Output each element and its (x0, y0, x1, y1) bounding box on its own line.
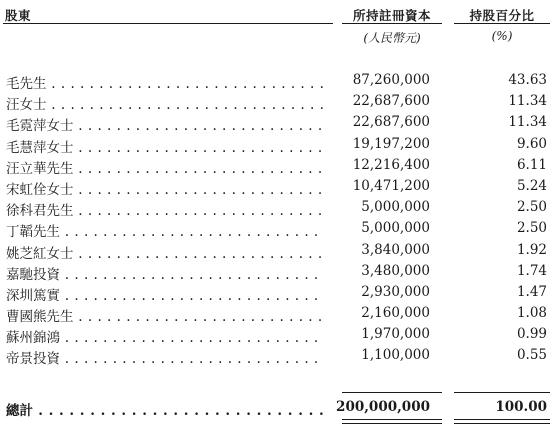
percentage-value: 1.47 (516, 283, 547, 300)
registered-capital-value: 3,840,000 (361, 241, 430, 258)
registered-capital-value: 12,216,400 (352, 156, 430, 173)
table-row (0, 325, 554, 346)
table-row (0, 177, 554, 198)
subtotal-rule (454, 392, 550, 393)
percentage-value: 0.55 (516, 347, 547, 364)
shareholder-rows (0, 71, 554, 368)
shareholder-name: 帝景投資 . . . (6, 347, 324, 367)
percentage-value: 0.99 (516, 326, 547, 343)
percentage-unit-label: (%) (491, 29, 513, 43)
registered-capital-value: 19,197,200 (352, 135, 430, 152)
column-header-shareholding-percentage: 持股百分比 (469, 8, 535, 23)
percentage-value: 1.74 (516, 262, 547, 279)
shareholder-name: 宋虹佺女士 . . . (6, 178, 324, 198)
table-row (0, 219, 554, 240)
percentage-value: 11.34 (508, 114, 547, 131)
shareholder-name: 姚芝紅女士 . . . (6, 242, 324, 262)
registered-capital-value: 22,687,600 (352, 114, 430, 131)
capital-unit-label: (人民幣元) (363, 31, 421, 45)
shareholder-name: 毛霓萍女士 . . . (6, 114, 324, 134)
registered-capital-value: 2,160,000 (361, 305, 430, 322)
total-percentage: 100.00 (495, 399, 547, 415)
shareholder-name: 汪立華先生 . . . (6, 157, 324, 177)
registered-capital-value: 5,000,000 (361, 220, 430, 237)
table-row (0, 113, 554, 134)
percentage-value: 1.08 (516, 305, 547, 322)
percentage-value: 43.63 (508, 72, 547, 88)
table-row (0, 135, 554, 156)
table-row (0, 156, 554, 177)
shareholder-name: 徐科君先生 . . . (6, 199, 324, 219)
percentage-value: 9.60 (516, 135, 547, 152)
shareholder-name: 曹國熊先生 . . . (6, 305, 324, 325)
column-header-registered-capital: 所持註冊資本 (352, 8, 431, 23)
registered-capital-value: 87,260,000 (352, 72, 430, 88)
registered-capital-value: 10,471,200 (352, 177, 430, 194)
registered-capital-value: 22,687,600 (352, 93, 430, 110)
header-rule (342, 23, 442, 24)
subtotal-rule (342, 392, 442, 393)
percentage-value: 5.24 (516, 177, 547, 194)
shareholder-name: 嘉馳投資 . . . (6, 263, 324, 283)
header-rule (3, 23, 333, 24)
column-header-shareholder: 股東 (5, 8, 32, 23)
header-rule (454, 23, 550, 24)
shareholder-name: 毛慧萍女士 . . . (6, 136, 324, 156)
table-row (0, 198, 554, 219)
total-row (0, 398, 554, 420)
percentage-value: 11.34 (508, 93, 547, 110)
table-row (0, 71, 554, 92)
table-row (0, 262, 554, 283)
percentage-value: 6.11 (516, 156, 547, 173)
table-row (0, 92, 554, 113)
percentage-value: 1.92 (516, 241, 547, 258)
table-row (0, 241, 554, 262)
shareholder-name: 深圳篤實 . . . (6, 284, 324, 304)
registered-capital-value: 3,480,000 (361, 262, 430, 279)
registered-capital-value: 1,100,000 (361, 347, 430, 364)
table-row (0, 304, 554, 325)
table-row (0, 283, 554, 304)
total-capital: 200,000,000 (336, 399, 430, 415)
registered-capital-value: 2,930,000 (361, 283, 430, 300)
total-double-rule (342, 419, 442, 424)
shareholder-name: 毛先生 . . . (6, 72, 324, 92)
shareholder-name: 蘇州錦鴻 . . . (6, 326, 324, 346)
percentage-value: 2.50 (516, 220, 547, 237)
registered-capital-value: 1,970,000 (361, 326, 430, 343)
percentage-value: 2.50 (516, 199, 547, 216)
shareholder-name: 丁韜先生 . . . (6, 220, 324, 240)
shareholder-name: 汪女士 . . . (6, 93, 324, 113)
total-double-rule (454, 419, 550, 424)
total-label: 總計 . . . (6, 399, 324, 419)
registered-capital-value: 5,000,000 (361, 199, 430, 216)
table-row (0, 346, 554, 367)
